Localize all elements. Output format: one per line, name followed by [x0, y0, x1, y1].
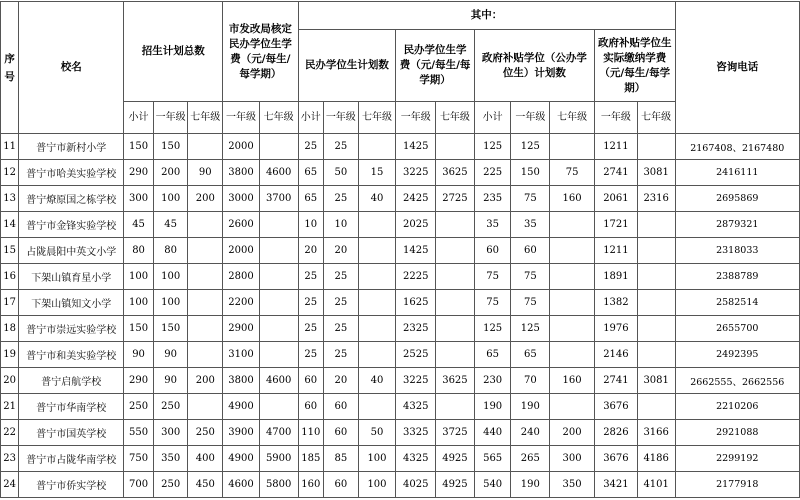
private-fee-grade7-cell: 2725 [436, 186, 475, 212]
private-fee-grade1-cell: 2225 [396, 264, 436, 290]
subsidized-grade7-cell [550, 264, 595, 290]
phone-cell: 2416111 [675, 160, 799, 186]
subsidized-fee-grade1-header: 一年级 [595, 102, 638, 134]
subsidized-grade7-cell: 160 [550, 186, 595, 212]
private-grade7-cell [358, 394, 396, 420]
fee-grade1-cell: 2800 [223, 264, 260, 290]
private-fee-grade1-cell: 1625 [396, 290, 436, 316]
fee-grade1-cell: 3100 [223, 342, 260, 368]
total-grade7-cell [188, 238, 223, 264]
total-subtotal-cell: 300 [124, 186, 154, 212]
phone-cell: 2582514 [675, 290, 799, 316]
subsidized-grade7-cell [550, 394, 595, 420]
private-grade7-cell [358, 316, 396, 342]
table-row [1, 134, 800, 160]
private-grade1-cell: 25 [324, 134, 359, 160]
total-grade1-cell: 250 [153, 394, 188, 420]
subsidized-grade1-cell: 150 [511, 160, 550, 186]
subsidized-subtotal-cell: 125 [474, 316, 511, 342]
private-fee-grade7-cell [436, 342, 475, 368]
subsidized-grade1-cell: 265 [511, 446, 550, 472]
private-grade7-cell: 40 [358, 368, 396, 394]
table-row [1, 238, 800, 264]
seq-cell: 23 [1, 446, 19, 472]
subsidized-grade1-cell: 125 [511, 134, 550, 160]
private-fee-grade7-cell [436, 290, 475, 316]
total-grade1-cell: 150 [153, 134, 188, 160]
table-row [1, 420, 800, 446]
total-grade1-cell: 90 [153, 342, 188, 368]
subsidized-grade7-header: 七年级 [550, 102, 595, 134]
total-plan-header: 招生计划总数 [124, 2, 223, 102]
subsidized-fee-grade7-cell: 3166 [637, 420, 675, 446]
phone-cell: 2177918 [675, 472, 799, 498]
phone-cell: 2167408、2167480 [675, 134, 799, 160]
private-fee-grade1-header: 一年级 [396, 102, 436, 134]
private-grade7-cell: 100 [358, 446, 396, 472]
total-subtotal-cell: 250 [124, 394, 154, 420]
subsidized-grade7-cell: 75 [550, 160, 595, 186]
fee-grade1-cell: 3800 [223, 160, 260, 186]
private-grade7-cell: 50 [358, 420, 396, 446]
subsidized-fee-grade1-cell: 2741 [595, 368, 638, 394]
private-fee-grade1-cell: 3225 [396, 160, 436, 186]
seq-cell: 11 [1, 134, 19, 160]
fee-grade1-cell: 4600 [223, 472, 260, 498]
subsidized-fee-grade7-cell [637, 134, 675, 160]
subsidized-grade7-cell [550, 212, 595, 238]
phone-cell: 2299192 [675, 446, 799, 472]
private-fee-grade7-cell [436, 316, 475, 342]
private-subtotal-cell: 25 [298, 264, 323, 290]
school-name-cell: 普宁市国英学校 [19, 420, 124, 446]
subsidized-plan-header: 政府补贴学位（公办学位生）计划数 [474, 30, 594, 102]
private-grade1-cell: 25 [324, 316, 359, 342]
total-grade7-cell [188, 212, 223, 238]
table-body [1, 134, 800, 498]
fee-grade1-cell: 2600 [223, 212, 260, 238]
seq-cell: 21 [1, 394, 19, 420]
subsidized-fee-grade7-cell: 3081 [637, 160, 675, 186]
subsidized-grade7-cell [550, 342, 595, 368]
subsidized-subtotal-cell: 60 [474, 238, 511, 264]
total-grade7-cell: 90 [188, 160, 223, 186]
table-row [1, 472, 800, 498]
subsidized-grade7-cell [550, 134, 595, 160]
seq-cell: 22 [1, 420, 19, 446]
subsidized-fee-grade1-cell: 3421 [595, 472, 638, 498]
name-header: 校名 [19, 2, 124, 134]
private-grade7-cell [358, 342, 396, 368]
private-fee-grade7-cell: 4925 [436, 472, 475, 498]
subsidized-grade1-cell: 75 [511, 186, 550, 212]
private-subtotal-cell: 25 [298, 342, 323, 368]
total-grade7-cell [188, 290, 223, 316]
private-subtotal-cell: 65 [298, 160, 323, 186]
total-subtotal-cell: 290 [124, 368, 154, 394]
subsidized-grade1-cell: 75 [511, 264, 550, 290]
total-grade1-cell: 100 [153, 264, 188, 290]
total-subtotal-cell: 90 [124, 342, 154, 368]
subsidized-subtotal-cell: 125 [474, 134, 511, 160]
total-grade1-cell: 200 [153, 160, 188, 186]
subsidized-fee-grade1-cell: 2741 [595, 160, 638, 186]
total-grade7-cell [188, 264, 223, 290]
school-name-cell: 普宁燎原国之栋学校 [19, 186, 124, 212]
total-subtotal-cell: 750 [124, 446, 154, 472]
total-subtotal-cell: 290 [124, 160, 154, 186]
fee-grade7-cell: 4600 [259, 160, 298, 186]
private-grade1-cell: 50 [324, 160, 359, 186]
seq-cell: 18 [1, 316, 19, 342]
private-grade7-cell: 100 [358, 472, 396, 498]
seq-cell: 20 [1, 368, 19, 394]
private-grade7-cell: 15 [358, 160, 396, 186]
fee-grade1-cell: 2900 [223, 316, 260, 342]
school-name-cell: 普宁市金锋实验学校 [19, 212, 124, 238]
total-grade1-cell: 150 [153, 316, 188, 342]
private-grade1-cell: 20 [324, 238, 359, 264]
subsidized-fee-header: 政府补贴学位生实际缴纳学费（元/每生/每学期） [595, 30, 676, 102]
subsidized-fee-grade1-cell: 1382 [595, 290, 638, 316]
school-name-cell: 下架山镇知文小学 [19, 290, 124, 316]
private-grade7-cell [358, 264, 396, 290]
phone-cell: 2318033 [675, 238, 799, 264]
school-name-cell: 普宁市哈美实验学校 [19, 160, 124, 186]
private-fee-grade7-cell: 3625 [436, 368, 475, 394]
subsidized-fee-grade7-cell [637, 394, 675, 420]
subsidized-grade1-cell: 125 [511, 316, 550, 342]
total-grade1-cell: 45 [153, 212, 188, 238]
fee-grade7-cell [259, 212, 298, 238]
total-grade7-cell [188, 342, 223, 368]
total-grade1-cell: 100 [153, 290, 188, 316]
private-grade1-cell: 60 [324, 394, 359, 420]
total-grade7-cell [188, 394, 223, 420]
fee-grade1-cell: 2000 [223, 238, 260, 264]
phone-cell: 2695869 [675, 186, 799, 212]
private-grade7-cell [358, 238, 396, 264]
total-grade1-cell: 100 [153, 186, 188, 212]
total-subtotal-cell: 45 [124, 212, 154, 238]
private-subtotal-cell: 160 [298, 472, 323, 498]
phone-cell: 2655700 [675, 316, 799, 342]
private-fee-grade1-cell: 2525 [396, 342, 436, 368]
phone-cell: 2492395 [675, 342, 799, 368]
school-name-cell: 下架山镇育星小学 [19, 264, 124, 290]
private-fee-grade1-cell: 2425 [396, 186, 436, 212]
total-subtotal-cell: 700 [124, 472, 154, 498]
private-fee-grade1-cell: 2025 [396, 212, 436, 238]
subsidized-grade7-cell [550, 316, 595, 342]
private-subtotal-cell: 60 [298, 394, 323, 420]
seq-cell: 16 [1, 264, 19, 290]
fee-grade7-cell [259, 264, 298, 290]
fee-grade7-cell: 5800 [259, 472, 298, 498]
subsidized-grade7-cell: 160 [550, 368, 595, 394]
subsidized-fee-grade7-cell [637, 290, 675, 316]
total-grade7-header: 七年级 [188, 102, 223, 134]
phone-cell: 2388789 [675, 264, 799, 290]
total-subtotal-cell: 550 [124, 420, 154, 446]
fee-grade1-cell: 2000 [223, 134, 260, 160]
table-row [1, 160, 800, 186]
total-grade1-cell: 350 [153, 446, 188, 472]
fee-grade7-cell [259, 238, 298, 264]
table-row [1, 394, 800, 420]
private-fee-grade1-cell: 4325 [396, 394, 436, 420]
private-grade7-header: 七年级 [358, 102, 396, 134]
subsidized-grade1-cell: 60 [511, 238, 550, 264]
subsidized-grade1-cell: 190 [511, 394, 550, 420]
subsidized-fee-grade7-cell [637, 238, 675, 264]
subsidized-fee-grade1-cell: 3676 [595, 394, 638, 420]
total-subtotal-cell: 100 [124, 264, 154, 290]
fee-grade7-cell: 5900 [259, 446, 298, 472]
table-row [1, 264, 800, 290]
total-grade1-header: 一年级 [153, 102, 188, 134]
private-plan-header: 民办学位生计划数 [298, 30, 396, 102]
enrollment-table [0, 1, 800, 498]
of-which-header: 其中： [298, 2, 675, 30]
private-grade1-cell: 25 [324, 290, 359, 316]
subsidized-fee-grade1-cell: 1211 [595, 238, 638, 264]
fee-grade1-header: 一年级 [223, 102, 260, 134]
subsidized-grade7-cell [550, 290, 595, 316]
fee-grade7-cell [259, 134, 298, 160]
table-row [1, 342, 800, 368]
seq-cell: 15 [1, 238, 19, 264]
subsidized-grade1-cell: 75 [511, 290, 550, 316]
school-name-cell: 普宁市新村小学 [19, 134, 124, 160]
subsidized-fee-grade7-cell [637, 212, 675, 238]
school-name-cell: 普宁市占陇华南学校 [19, 446, 124, 472]
subsidized-fee-grade7-cell: 4186 [637, 446, 675, 472]
subsidized-grade1-cell: 65 [511, 342, 550, 368]
private-subtotal-cell: 20 [298, 238, 323, 264]
subsidized-fee-grade1-cell: 1211 [595, 134, 638, 160]
fee-grade7-header: 七年级 [259, 102, 298, 134]
total-grade1-cell: 90 [153, 368, 188, 394]
subsidized-subtotal-header: 小计 [474, 102, 511, 134]
private-fee-grade7-cell: 4925 [436, 446, 475, 472]
private-fee-grade7-cell: 3625 [436, 160, 475, 186]
private-subtotal-cell: 60 [298, 368, 323, 394]
private-fee-grade1-cell: 1425 [396, 134, 436, 160]
total-grade1-cell: 250 [153, 472, 188, 498]
fee-grade7-cell [259, 290, 298, 316]
subsidized-subtotal-cell: 230 [474, 368, 511, 394]
private-grade7-cell [358, 290, 396, 316]
subsidized-grade7-cell: 200 [550, 420, 595, 446]
subsidized-grade7-cell: 350 [550, 472, 595, 498]
private-subtotal-cell: 10 [298, 212, 323, 238]
subsidized-grade7-cell: 300 [550, 446, 595, 472]
subsidized-fee-grade1-cell: 2146 [595, 342, 638, 368]
total-grade1-cell: 80 [153, 238, 188, 264]
private-subtotal-cell: 25 [298, 316, 323, 342]
table-row [1, 186, 800, 212]
seq-cell: 19 [1, 342, 19, 368]
fee-grade7-cell: 4600 [259, 368, 298, 394]
phone-cell: 2662555、2662556 [675, 368, 799, 394]
school-name-cell: 普宁启航学校 [19, 368, 124, 394]
fee-grade7-cell: 3700 [259, 186, 298, 212]
subsidized-fee-grade1-cell: 2826 [595, 420, 638, 446]
private-grade1-cell: 25 [324, 264, 359, 290]
total-subtotal-cell: 100 [124, 290, 154, 316]
seq-header: 序号 [1, 2, 19, 134]
subsidized-fee-grade7-cell: 3081 [637, 368, 675, 394]
fee-grade1-cell: 4900 [223, 394, 260, 420]
private-grade1-cell: 85 [324, 446, 359, 472]
private-fee-grade1-cell: 4025 [396, 472, 436, 498]
total-grade7-cell: 450 [188, 472, 223, 498]
private-grade1-cell: 60 [324, 420, 359, 446]
subsidized-subtotal-cell: 190 [474, 394, 511, 420]
table-row [1, 446, 800, 472]
subsidized-subtotal-cell: 35 [474, 212, 511, 238]
subsidized-subtotal-cell: 225 [474, 160, 511, 186]
fee-grade7-cell [259, 394, 298, 420]
fee-grade1-cell: 3800 [223, 368, 260, 394]
private-subtotal-cell: 185 [298, 446, 323, 472]
private-subtotal-cell: 65 [298, 186, 323, 212]
total-subtotal-cell: 80 [124, 238, 154, 264]
private-grade7-cell: 40 [358, 186, 396, 212]
private-fee-grade7-cell: 3725 [436, 420, 475, 446]
total-grade7-cell [188, 316, 223, 342]
private-grade7-cell [358, 212, 396, 238]
school-name-cell: 普宁市崇远实验学校 [19, 316, 124, 342]
seq-cell: 14 [1, 212, 19, 238]
subsidized-fee-grade1-cell: 2061 [595, 186, 638, 212]
fee-grade1-cell: 3900 [223, 420, 260, 446]
seq-cell: 12 [1, 160, 19, 186]
private-grade1-cell: 25 [324, 342, 359, 368]
school-name-cell: 占陇晨阳中英文小学 [19, 238, 124, 264]
subsidized-fee-grade1-cell: 1891 [595, 264, 638, 290]
fee-grade1-cell: 4900 [223, 446, 260, 472]
phone-cell: 2921088 [675, 420, 799, 446]
subsidized-subtotal-cell: 75 [474, 264, 511, 290]
table-row [1, 368, 800, 394]
subsidized-grade1-cell: 240 [511, 420, 550, 446]
private-fee-grade7-header: 七年级 [436, 102, 475, 134]
private-fee-grade7-cell [436, 394, 475, 420]
total-grade7-cell [188, 134, 223, 160]
private-grade1-cell: 25 [324, 186, 359, 212]
subsidized-fee-grade7-header: 七年级 [637, 102, 675, 134]
subsidized-fee-grade7-cell [637, 264, 675, 290]
school-name-cell: 普宁市侨实学校 [19, 472, 124, 498]
fee-grade7-cell [259, 342, 298, 368]
seq-cell: 13 [1, 186, 19, 212]
school-name-cell: 普宁市和美实验学校 [19, 342, 124, 368]
phone-cell: 2879321 [675, 212, 799, 238]
subsidized-fee-grade1-cell: 1721 [595, 212, 638, 238]
private-fee-grade1-cell: 3325 [396, 420, 436, 446]
subsidized-subtotal-cell: 540 [474, 472, 511, 498]
private-grade1-cell: 60 [324, 472, 359, 498]
subsidized-fee-grade7-cell [637, 316, 675, 342]
subsidized-fee-grade7-cell: 4101 [637, 472, 675, 498]
total-grade7-cell: 200 [188, 368, 223, 394]
total-grade7-cell: 250 [188, 420, 223, 446]
total-grade1-cell: 300 [153, 420, 188, 446]
private-grade1-cell: 20 [324, 368, 359, 394]
private-fee-header: 民办学位生学费（元/每生/每学期） [396, 30, 474, 102]
table-row [1, 290, 800, 316]
total-grade7-cell: 200 [188, 186, 223, 212]
private-fee-grade1-cell: 2325 [396, 316, 436, 342]
subsidized-fee-grade7-cell: 2316 [637, 186, 675, 212]
subsidized-subtotal-cell: 440 [474, 420, 511, 446]
private-fee-grade7-cell [436, 238, 475, 264]
seq-cell: 17 [1, 290, 19, 316]
subsidized-grade1-header: 一年级 [511, 102, 550, 134]
private-subtotal-cell: 25 [298, 290, 323, 316]
fee-grade1-cell: 3000 [223, 186, 260, 212]
fee-grade7-cell [259, 316, 298, 342]
phone-header: 咨询电话 [675, 2, 799, 134]
phone-cell: 2210206 [675, 394, 799, 420]
private-fee-grade7-cell [436, 134, 475, 160]
subsidized-grade1-cell: 190 [511, 472, 550, 498]
total-grade7-cell: 400 [188, 446, 223, 472]
private-fee-grade1-cell: 4325 [396, 446, 436, 472]
private-subtotal-cell: 25 [298, 134, 323, 160]
subsidized-grade1-cell: 35 [511, 212, 550, 238]
subsidized-subtotal-cell: 235 [474, 186, 511, 212]
subsidized-grade1-cell: 70 [511, 368, 550, 394]
fee-grade1-cell: 2200 [223, 290, 260, 316]
private-subtotal-header: 小计 [298, 102, 323, 134]
private-grade1-header: 一年级 [324, 102, 359, 134]
fee-approved-header: 市发改局核定民办学位生学费（元/每生/每学期） [223, 2, 298, 102]
subsidized-fee-grade1-cell: 3676 [595, 446, 638, 472]
subsidized-subtotal-cell: 565 [474, 446, 511, 472]
subsidized-subtotal-cell: 75 [474, 290, 511, 316]
total-subtotal-header: 小计 [124, 102, 154, 134]
fee-grade7-cell: 4700 [259, 420, 298, 446]
private-subtotal-cell: 110 [298, 420, 323, 446]
table-row [1, 212, 800, 238]
total-subtotal-cell: 150 [124, 316, 154, 342]
total-subtotal-cell: 150 [124, 134, 154, 160]
school-name-cell: 普宁市华南学校 [19, 394, 124, 420]
table-row [1, 316, 800, 342]
private-fee-grade7-cell [436, 212, 475, 238]
private-fee-grade1-cell: 3225 [396, 368, 436, 394]
private-fee-grade7-cell [436, 264, 475, 290]
subsidized-fee-grade7-cell [637, 342, 675, 368]
private-grade1-cell: 10 [324, 212, 359, 238]
private-grade7-cell [358, 134, 396, 160]
private-fee-grade1-cell: 1425 [396, 238, 436, 264]
subsidized-subtotal-cell: 65 [474, 342, 511, 368]
subsidized-grade7-cell [550, 238, 595, 264]
seq-cell: 24 [1, 472, 19, 498]
subsidized-fee-grade1-cell: 1976 [595, 316, 638, 342]
